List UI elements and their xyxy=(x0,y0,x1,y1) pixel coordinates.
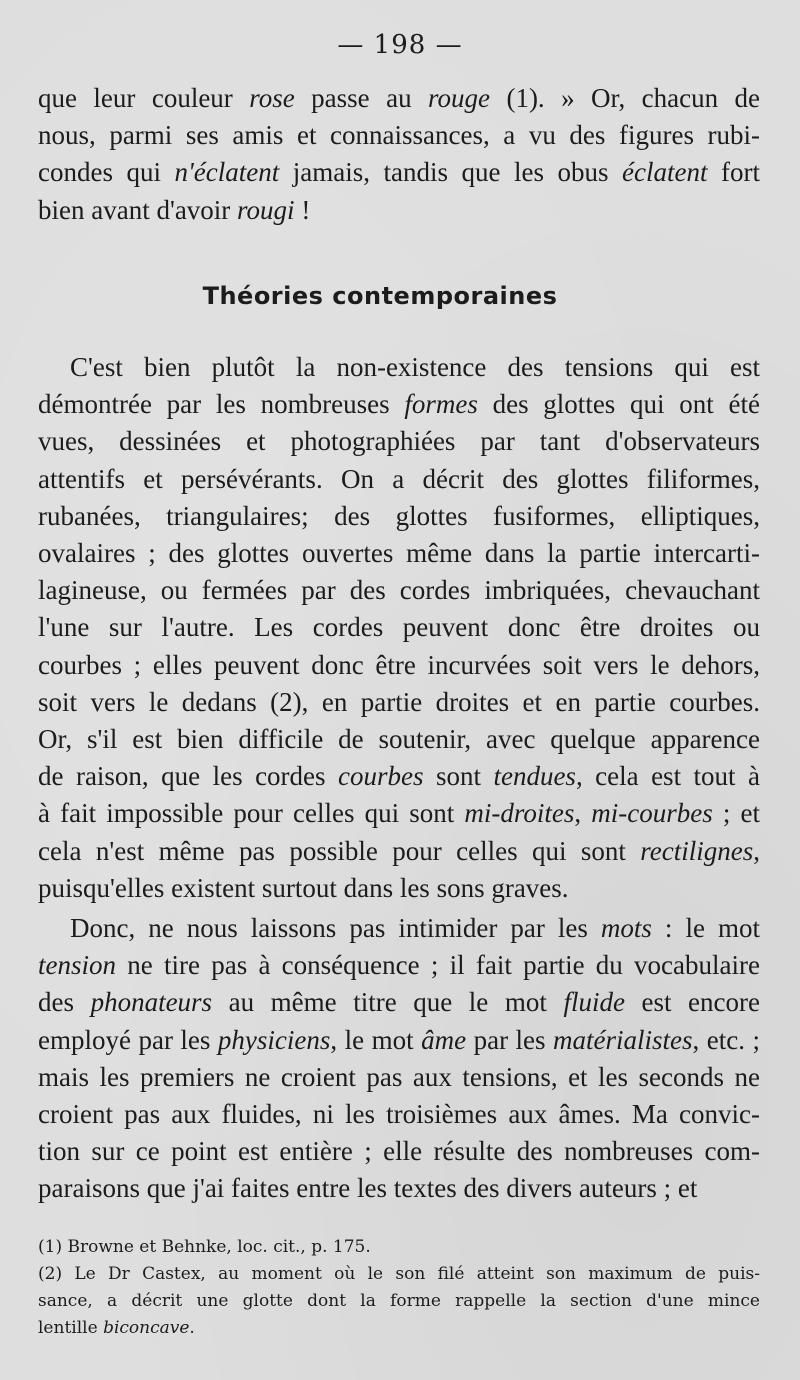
text-line: attentifs et persévérants. On a décrit des glottes filiformes, xyxy=(38,463,760,494)
text-line: ovalaires ; des glottes ouvertes même dans la partie intercarti- xyxy=(38,538,760,569)
text-line: rubanées, triangulaires; des glottes fusiformes, elliptiques, xyxy=(38,500,760,531)
text-line: Or, s'il est bien difficile de soutenir, avec quelque apparence xyxy=(38,724,760,755)
text-line: nous, parmi ses amis et connaissances, a vu des figures rubi- xyxy=(38,120,760,151)
text-line: sance, a décrit une glotte dont la forme rappelle la section d'une mince xyxy=(38,1291,760,1311)
italic-text: biconcave xyxy=(103,1318,190,1338)
text-line: tension ne tire pas à conséquence ; il fait partie du vocabulaire xyxy=(38,950,760,981)
intro-paragraph xyxy=(38,80,760,229)
text-line: puisqu'elles existent surtout dans les sons graves. xyxy=(38,872,569,903)
italic-text: mi-courbes xyxy=(591,798,713,829)
italic-text: éclatent xyxy=(622,157,708,188)
italic-text: âme xyxy=(421,1024,467,1055)
paragraph-2 xyxy=(38,910,760,1208)
italic-text: rougi xyxy=(237,194,295,225)
paragraph-1-lines xyxy=(38,349,760,907)
italic-text: mots xyxy=(600,913,652,943)
text-line: démontrée par les nombreuses formes des glottes qui ont été xyxy=(38,389,760,420)
italic-text: physiciens xyxy=(217,1024,331,1055)
text-line: croient pas aux fluides, ni les troisièmes aux âmes. Ma convic- xyxy=(38,1099,760,1130)
text-line: à fait impossible pour celles qui sont mi-droites, mi-courbes ; et xyxy=(38,798,760,829)
footnote-1-text: (1) Browne et Behnke, loc. cit., p. 175. xyxy=(38,1237,371,1257)
italic-text: courbes xyxy=(338,761,424,792)
text-line: courbes ; elles peuvent donc être incurvées soit vers le dehors, xyxy=(38,649,760,680)
footnote-2 xyxy=(38,1261,760,1342)
italic-text: mi-droites xyxy=(464,798,575,829)
text-line: C'est bien plutôt la non-existence des tensions qui est xyxy=(70,352,760,382)
italic-text: phonateurs xyxy=(90,987,213,1018)
text-line: tion sur ce point est entière ; elle résulte des nombreuses com- xyxy=(38,1136,760,1167)
intro-lines xyxy=(38,80,760,229)
footnote-1 xyxy=(38,1234,760,1261)
paragraph-1 xyxy=(38,349,760,907)
text-line: mais les premiers ne croient pas aux tensions, et les seconds ne xyxy=(38,1061,760,1092)
italic-text: fluide xyxy=(563,987,625,1018)
text-line: bien avant d'avoir rougi ! xyxy=(38,194,311,225)
italic-text: rectilignes xyxy=(640,835,754,866)
italic-text: rouge xyxy=(428,83,491,113)
italic-text: tension xyxy=(38,950,116,981)
text-line: (2) Le Dr Castex, au moment où le son filé atteint son maximum de puis- xyxy=(38,1264,760,1284)
text-line: cela n'est même pas possible pour celles qui sont rectilignes, xyxy=(38,835,760,866)
italic-text: n'éclatent xyxy=(174,157,280,188)
text-line: que leur couleur rose passe au rouge (1). » Or, chacun de xyxy=(38,83,761,113)
text-line: soit vers le dedans (2), en partie droites et en partie courbes. xyxy=(38,686,760,717)
text-line: vues, dessinées et photographiées par tant d'observateurs xyxy=(38,426,760,457)
text-line: paraisons que j'ai faites entre les textes des divers auteurs ; et xyxy=(38,1173,698,1204)
footnotes xyxy=(38,1234,760,1342)
text-line: des phonateurs au même titre que le mot fluide est encore xyxy=(38,987,761,1018)
text-line: condes qui n'éclatent jamais, tandis que les obus éclatent fort xyxy=(38,157,760,188)
text-line: de raison, que les cordes courbes sont tendues, cela est tout à xyxy=(38,761,760,792)
text-line: lagineuse, ou fermées par des cordes imbriquées, chevauchant xyxy=(38,575,760,606)
italic-text: tendues xyxy=(493,761,576,792)
text-line: Donc, ne nous laissons pas intimider par les mots : le mot xyxy=(70,913,760,943)
italic-text: matérialistes xyxy=(553,1024,693,1055)
text-line: lentille biconcave. xyxy=(38,1318,195,1338)
page-number: — 198 — xyxy=(337,30,463,60)
text-line: l'une sur l'autre. Les cordes peuvent donc être droites ou xyxy=(38,612,760,643)
paragraph-2-lines xyxy=(38,910,760,1208)
italic-text: formes xyxy=(404,389,478,420)
italic-text: rose xyxy=(249,83,295,113)
text-line: employé par les physiciens, le mot âme par les matérialistes, etc. ; xyxy=(38,1024,760,1055)
section-heading: Théories contemporaines xyxy=(202,282,558,310)
